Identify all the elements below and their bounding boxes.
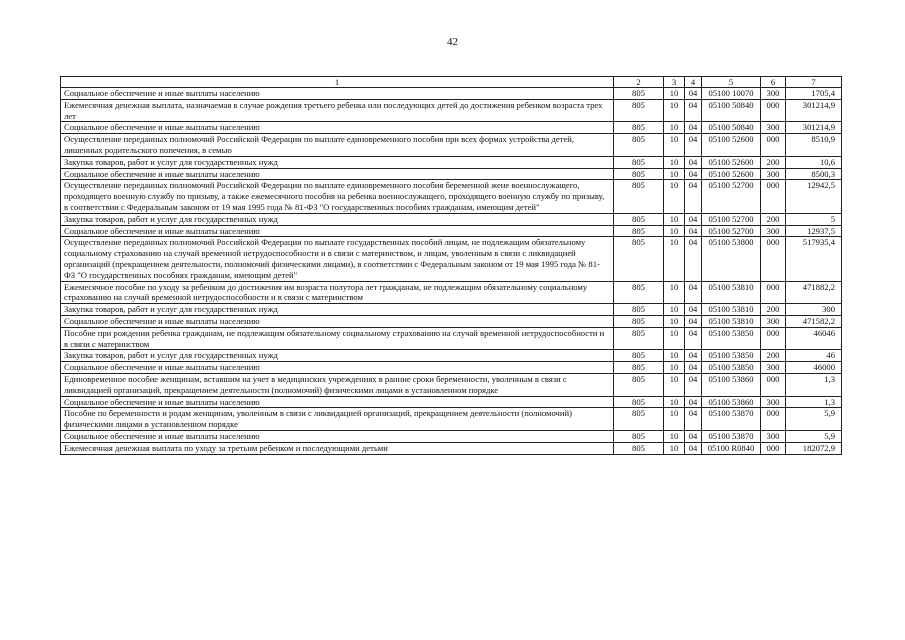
row-expense-type: 000 (761, 327, 786, 350)
row-section-code: 10 (664, 225, 685, 237)
row-subsection-code: 04 (685, 408, 702, 431)
row-expense-type: 000 (761, 237, 786, 281)
column-header: 5 (702, 77, 761, 88)
row-amount: 12942,5 (786, 180, 842, 213)
row-target-article: 05100 53850 (702, 362, 761, 374)
row-ministry-code: 805 (614, 350, 664, 362)
table-row (61, 396, 842, 408)
row-expense-type: 000 (761, 134, 786, 157)
row-expense-type: 300 (761, 88, 786, 100)
table-header-row (61, 77, 842, 88)
row-expense-type: 300 (761, 430, 786, 442)
row-section-code: 10 (664, 237, 685, 281)
table-row (61, 122, 842, 134)
table-row (61, 225, 842, 237)
row-section-code: 10 (664, 88, 685, 100)
row-subsection-code: 04 (685, 442, 702, 454)
row-subsection-code: 04 (685, 373, 702, 396)
row-ministry-code: 805 (614, 88, 664, 100)
row-section-code: 10 (664, 315, 685, 327)
page-number: 42 (447, 36, 458, 48)
row-description: Осуществление переданных полномочий Российской Федерации по выплате единовременного пособия при всех формах устройства детей, лишенных родительского попечения, в семью (61, 134, 614, 157)
row-section-code: 10 (664, 408, 685, 431)
row-expense-type: 200 (761, 156, 786, 168)
row-target-article: 05100 52600 (702, 168, 761, 180)
row-section-code: 10 (664, 327, 685, 350)
row-section-code: 10 (664, 281, 685, 304)
row-ministry-code: 805 (614, 168, 664, 180)
row-amount: 301214,9 (786, 122, 842, 134)
column-header: 7 (786, 77, 842, 88)
row-expense-type: 300 (761, 225, 786, 237)
row-description: Ежемесячная денежная выплата по уходу за третьим ребенком и последующими детьми (61, 442, 614, 454)
table-row (61, 213, 842, 225)
row-amount: 1,3 (786, 373, 842, 396)
table-row (61, 180, 842, 213)
row-amount: 12937,5 (786, 225, 842, 237)
row-ministry-code: 805 (614, 373, 664, 396)
table-row (61, 373, 842, 396)
row-ministry-code: 805 (614, 134, 664, 157)
row-section-code: 10 (664, 213, 685, 225)
row-description: Закупка товаров, работ и услуг для государственных нужд (61, 350, 614, 362)
row-target-article: 05100 50840 (702, 122, 761, 134)
row-subsection-code: 04 (685, 180, 702, 213)
row-section-code: 10 (664, 373, 685, 396)
row-subsection-code: 04 (685, 430, 702, 442)
row-description: Осуществление переданных полномочий Российской Федерации по выплате единовременного пособия беременной жене военнослужащего, проходящего военную службу по призыву, а также ежемесячного пособия на ребенка военнослужащего, проходящего военную службу по призыву, в соответствии с Федеральным законом от 19 мая 1995 года № 81-ФЗ "О государственных пособиях гражданам, имеющим детей" (61, 180, 614, 213)
row-target-article: 05100 52700 (702, 225, 761, 237)
row-expense-type: 000 (761, 281, 786, 304)
table-row (61, 304, 842, 316)
row-target-article: 05100 53870 (702, 430, 761, 442)
table-row (61, 99, 842, 122)
row-section-code: 10 (664, 122, 685, 134)
row-subsection-code: 04 (685, 362, 702, 374)
row-description: Закупка товаров, работ и услуг для государственных нужд (61, 156, 614, 168)
row-subsection-code: 04 (685, 122, 702, 134)
row-expense-type: 000 (761, 408, 786, 431)
table-row (61, 281, 842, 304)
row-ministry-code: 805 (614, 362, 664, 374)
row-subsection-code: 04 (685, 99, 702, 122)
row-ministry-code: 805 (614, 237, 664, 281)
row-description: Единовременное пособие женщинам, вставшим на учет в медицинских учреждениях в ранние сроки беременности, уволенным в связи с ликвидацией организаций, прекращением деятельности (полномочий) физическими лицами в установленном порядке (61, 373, 614, 396)
row-section-code: 10 (664, 442, 685, 454)
row-ministry-code: 805 (614, 442, 664, 454)
row-subsection-code: 04 (685, 327, 702, 350)
row-expense-type: 300 (761, 168, 786, 180)
row-expense-type: 000 (761, 442, 786, 454)
column-header: 6 (761, 77, 786, 88)
row-section-code: 10 (664, 304, 685, 316)
row-target-article: 05100 53850 (702, 327, 761, 350)
row-ministry-code: 805 (614, 180, 664, 213)
row-target-article: 05100 52600 (702, 134, 761, 157)
row-target-article: 05100 53860 (702, 396, 761, 408)
row-target-article: 05100 10070 (702, 88, 761, 100)
row-target-article: 05100 52600 (702, 156, 761, 168)
row-description: Пособие по беременности и родам женщинам, уволенным в связи с ликвидацией организаций, прекращением деятельности (полномочий) физическими лицами в установленном порядке (61, 408, 614, 431)
budget-table (60, 76, 842, 455)
row-amount: 517935,4 (786, 237, 842, 281)
row-subsection-code: 04 (685, 156, 702, 168)
row-amount: 8510,9 (786, 134, 842, 157)
row-ministry-code: 805 (614, 327, 664, 350)
row-description: Социальное обеспечение и иные выплаты населению (61, 168, 614, 180)
row-ministry-code: 805 (614, 281, 664, 304)
column-header: 2 (614, 77, 664, 88)
row-amount: 8500,3 (786, 168, 842, 180)
row-subsection-code: 04 (685, 304, 702, 316)
row-ministry-code: 805 (614, 225, 664, 237)
row-amount: 1705,4 (786, 88, 842, 100)
row-amount: 301214,9 (786, 99, 842, 122)
table-row (61, 237, 842, 281)
row-section-code: 10 (664, 99, 685, 122)
row-subsection-code: 04 (685, 315, 702, 327)
row-target-article: 05100 53810 (702, 304, 761, 316)
row-amount: 471882,2 (786, 281, 842, 304)
row-amount: 300 (786, 304, 842, 316)
row-description: Социальное обеспечение и иные выплаты населению (61, 430, 614, 442)
row-section-code: 10 (664, 168, 685, 180)
row-subsection-code: 04 (685, 350, 702, 362)
row-amount: 5 (786, 213, 842, 225)
table-row (61, 156, 842, 168)
row-ministry-code: 805 (614, 430, 664, 442)
table-row (61, 315, 842, 327)
column-header: 3 (664, 77, 685, 88)
row-target-article: 05100 53810 (702, 281, 761, 304)
row-target-article: 05100 53870 (702, 408, 761, 431)
row-expense-type: 300 (761, 315, 786, 327)
row-ministry-code: 805 (614, 99, 664, 122)
row-section-code: 10 (664, 156, 685, 168)
row-section-code: 10 (664, 430, 685, 442)
row-description: Осуществление переданных полномочий Российской Федерации по выплате государственных пособий лицам, не подлежащим обязательному социальному страхованию на случай временной нетрудоспособности и в связи с материнством, и лицам, уволенным в связи с ликвидацией организаций (прекращением деятельности, полномочий физическими лицами), в соответствии с Федеральным законом от 19 мая 1995 года № 81-ФЗ "О государственных пособиях гражданам, имеющим детей" (61, 237, 614, 281)
row-target-article: 05100 52700 (702, 213, 761, 225)
row-target-article: 05100 R0840 (702, 442, 761, 454)
row-description: Закупка товаров, работ и услуг для государственных нужд (61, 304, 614, 316)
table-row (61, 430, 842, 442)
row-subsection-code: 04 (685, 281, 702, 304)
table-row (61, 168, 842, 180)
row-expense-type: 000 (761, 373, 786, 396)
row-section-code: 10 (664, 396, 685, 408)
row-subsection-code: 04 (685, 88, 702, 100)
row-target-article: 05100 50840 (702, 99, 761, 122)
row-section-code: 10 (664, 180, 685, 213)
table-row (61, 442, 842, 454)
row-description: Социальное обеспечение и иные выплаты населению (61, 315, 614, 327)
row-amount: 46 (786, 350, 842, 362)
column-header: 1 (61, 77, 614, 88)
row-description: Социальное обеспечение и иные выплаты населению (61, 225, 614, 237)
row-ministry-code: 805 (614, 213, 664, 225)
row-target-article: 05100 52700 (702, 180, 761, 213)
table-row (61, 327, 842, 350)
row-expense-type: 300 (761, 122, 786, 134)
row-target-article: 05100 53810 (702, 315, 761, 327)
row-ministry-code: 805 (614, 156, 664, 168)
row-amount: 46046 (786, 327, 842, 350)
row-subsection-code: 04 (685, 225, 702, 237)
row-ministry-code: 805 (614, 396, 664, 408)
row-description: Закупка товаров, работ и услуг для государственных нужд (61, 213, 614, 225)
table-row (61, 350, 842, 362)
row-amount: 471582,2 (786, 315, 842, 327)
row-subsection-code: 04 (685, 168, 702, 180)
row-description: Социальное обеспечение и иные выплаты населению (61, 122, 614, 134)
row-section-code: 10 (664, 350, 685, 362)
row-expense-type: 200 (761, 213, 786, 225)
row-target-article: 05100 53850 (702, 350, 761, 362)
row-expense-type: 000 (761, 180, 786, 213)
row-expense-type: 300 (761, 396, 786, 408)
column-header: 4 (685, 77, 702, 88)
table-row (61, 88, 842, 100)
row-target-article: 05100 53860 (702, 373, 761, 396)
row-description: Ежемесячная денежная выплата, назначаемая в случае рождения третьего ребенка или последующих детей до достижения ребенком возраста трех лет (61, 99, 614, 122)
row-ministry-code: 805 (614, 315, 664, 327)
table-row (61, 134, 842, 157)
row-ministry-code: 805 (614, 304, 664, 316)
row-target-article: 05100 53800 (702, 237, 761, 281)
row-amount: 1,3 (786, 396, 842, 408)
table-row (61, 408, 842, 431)
row-amount: 5,9 (786, 430, 842, 442)
row-description: Ежемесячное пособие по уходу за ребенком до достижения им возраста полутора лет гражданам, не подлежащим обязательному социальному страхованию на случай временной нетрудоспособности и в связи с материнством (61, 281, 614, 304)
row-expense-type: 300 (761, 362, 786, 374)
row-expense-type: 200 (761, 350, 786, 362)
row-amount: 182072,9 (786, 442, 842, 454)
row-expense-type: 200 (761, 304, 786, 316)
row-subsection-code: 04 (685, 237, 702, 281)
row-description: Социальное обеспечение и иные выплаты населению (61, 88, 614, 100)
row-description: Пособие при рождении ребенка гражданам, не подлежащим обязательному социальному страхованию на случай временной нетрудоспособности и в связи с материнством (61, 327, 614, 350)
row-expense-type: 000 (761, 99, 786, 122)
row-ministry-code: 805 (614, 122, 664, 134)
row-description: Социальное обеспечение и иные выплаты населению (61, 396, 614, 408)
row-description: Социальное обеспечение и иные выплаты населению (61, 362, 614, 374)
row-amount: 5,9 (786, 408, 842, 431)
table-row (61, 362, 842, 374)
row-subsection-code: 04 (685, 396, 702, 408)
row-ministry-code: 805 (614, 408, 664, 431)
row-section-code: 10 (664, 134, 685, 157)
row-subsection-code: 04 (685, 213, 702, 225)
row-subsection-code: 04 (685, 134, 702, 157)
row-section-code: 10 (664, 362, 685, 374)
row-amount: 10,6 (786, 156, 842, 168)
row-amount: 46000 (786, 362, 842, 374)
